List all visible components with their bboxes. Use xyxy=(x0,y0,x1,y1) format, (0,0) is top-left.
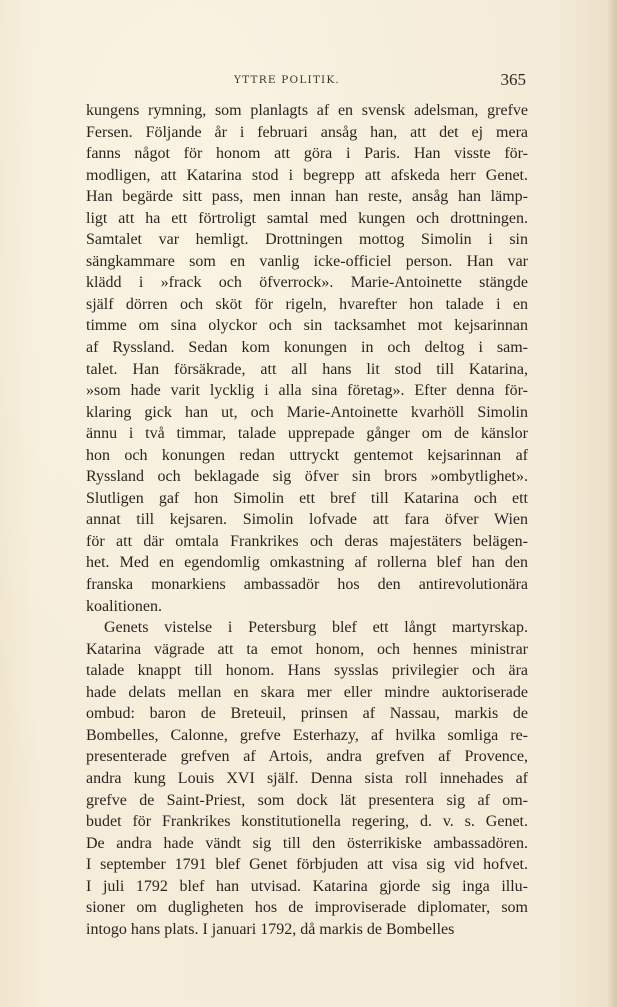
text-line: grefve de Saint-Priest, som dock lät presentera sig af om- xyxy=(86,791,528,809)
text-line: I september 1791 blef Genet förbjuden att visa sig vid hofvet. xyxy=(86,856,528,874)
text-line: ännu i två timmar, talade upprepade gånger om de känslor xyxy=(86,425,528,443)
text-line: klaring gick han ut, och Marie-Antoinette kvarhöll Simolin xyxy=(86,403,528,421)
text-line: budet för Frankrikes konstitutionella regering, d. v. s. Genet. xyxy=(86,813,528,831)
text-line: »som hade varit lycklig i alla sina företag». Efter denna för- xyxy=(86,382,528,400)
text-line: modligen, att Katarina stod i begrepp att afskeda herr Genet. xyxy=(86,166,528,184)
page-edge-shadow xyxy=(607,0,617,1007)
text-line: koalitionen. xyxy=(86,597,162,615)
text-line: Genets vistelse i Petersburg blef ett långt martyrskap. xyxy=(104,619,528,637)
body-text xyxy=(86,100,528,940)
text-line: Fersen. Följande år i februari ansåg han, att det ej mera xyxy=(86,123,528,141)
text-line: andra kung Louis XVI själf. Denna sista roll innehades af xyxy=(86,769,528,787)
text-line: sängkammare som en vanlig icke-officiel person. Han var xyxy=(86,252,528,270)
text-line: Katarina vägrade att ta emot honom, och hennes ministrar xyxy=(86,640,528,658)
text-line: intogo hans plats. I januari 1792, då markis de Bombelles xyxy=(86,920,455,938)
text-line: Slutligen gaf hon Simolin ett bref till Katarina och ett xyxy=(86,489,528,507)
text-line: af Ryssland. Sedan kom konungen in och deltog i sam- xyxy=(86,339,528,357)
paragraph xyxy=(86,100,528,617)
text-line: Bombelles, Calonne, grefve Esterhazy, af hvilka somliga re- xyxy=(86,726,528,744)
text-line: kungens rymning, som planlagts af en svensk adelsman, grefve xyxy=(86,102,528,119)
text-line: sioner om dugligheten hos de improviserade diplomater, som xyxy=(86,899,528,917)
text-line: het. Med en egendomlig omkastning af rollerna blef han den xyxy=(86,554,528,572)
text-line: De andra hade vändt sig till den österrikiske ambassadören. xyxy=(86,834,528,852)
text-line: talet. Han försäkrade, att all hans lit stod till Katarina, xyxy=(86,360,528,378)
text-line: för att där omtala Frankrikes och deras majestäters belägen- xyxy=(86,532,528,550)
text-line: hade delats mellan en skara mer eller mindre auktoriserade xyxy=(86,683,528,701)
text-line: timme om sina olyckor och sin tacksamhet mot kejsarinnan xyxy=(86,317,528,335)
text-line: Samtalet var hemligt. Drottningen mottog Simolin i sin xyxy=(86,231,528,249)
text-line: ligt att ha ett förtroligt samtal med kungen och drottningen. xyxy=(86,209,528,227)
text-line: klädd i »frack och öfverrock». Marie-Antoinette stängde xyxy=(86,274,528,292)
text-line: ombud: baron de Breteuil, prinsen af Nassau, markis de xyxy=(86,705,528,723)
text-line: annat till kejsaren. Simolin lofvade att fara öfver Wien xyxy=(86,511,528,529)
text-line: franska monarkiens ambassadör hos den antirevolutionära xyxy=(86,576,528,594)
paragraph xyxy=(86,617,528,940)
running-head: YTTRE POLITIK. xyxy=(234,74,340,86)
text-line: Ryssland och beklagade sig öfver sin brors »ombytlighet». xyxy=(86,468,528,486)
text-line: I juli 1792 blef han utvisad. Katarina gjorde sig inga illu- xyxy=(86,877,528,895)
text-line: fanns något för honom att göra i Paris. Han visste för- xyxy=(86,145,528,163)
text-line: själf dörren och sköt för rigeln, hvarefter hon talade i en xyxy=(86,295,528,313)
text-line: hon och konungen redan uttryckt gentemot kejsarinnan af xyxy=(86,446,528,464)
text-line: talade knappt till honom. Hans sysslas privilegier och ära xyxy=(86,662,528,680)
text-line: Han begärde sitt pass, men innan han reste, ansåg han lämp- xyxy=(86,188,528,206)
page-header xyxy=(86,70,526,92)
text-line: presenterade grefven af Artois, andra grefven af Provence, xyxy=(86,748,528,766)
page-number: 365 xyxy=(500,70,526,89)
